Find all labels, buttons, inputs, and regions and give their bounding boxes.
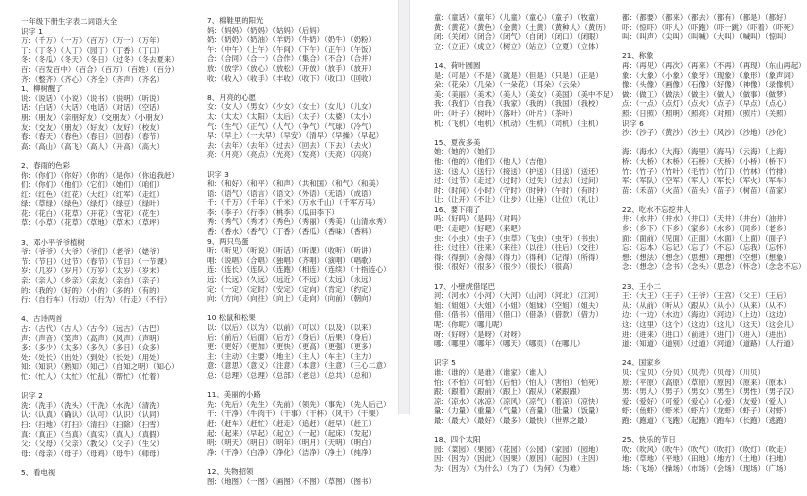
- word-section: [207, 170, 391, 237]
- section-title: 2、春雨的色彩: [21, 160, 71, 170]
- word-list-line: 想:（想法）（想念）（思想）（理想）（空想）（想象）: [622, 252, 791, 262]
- word-list-line: 让:（让开）（不让）（让步）（让座）（让位）（礼让）: [434, 195, 603, 205]
- word-list-line: 童:（童话）（童年）（儿童）（童心）（童子）（牧童）: [434, 13, 603, 22]
- word-section: [21, 468, 179, 478]
- section-title: 14、荷叶圆圆: [434, 60, 481, 70]
- word-list-line: 说:（说话）（小说）（说书）（说明）（听说）: [21, 93, 164, 103]
- word-list-line: 向:（方向）（向往）（向上）（走向）（向前）（朝向）: [207, 294, 376, 304]
- word-list-line: 奶:（奶奶）（奶油）（羊奶）（牛奶）（奶牛）（奶粉）: [207, 35, 376, 45]
- word-list-line: 午:（中午）（上午）（午间）（下午）（正午）（午饭）: [207, 44, 376, 54]
- word-list-line: 女:（女人）（男女）（少女）（女士）（女儿）（儿女）: [207, 102, 376, 112]
- word-list-line: 姐:（姐姐）（大姐）（小姐）（姐妹）（空姐）（姐夫）: [434, 300, 603, 310]
- word-section: [21, 161, 179, 228]
- word-section: [434, 435, 618, 473]
- word-list-line: 照:（日照）（照明）（照亮）（对照）（照片）（关照）: [622, 108, 791, 118]
- section-title: 9、两只鸟蛋: [207, 236, 249, 246]
- word-list-line: 量:（力量）（重量）（气量）（音量）（肚量）（饭量）: [434, 406, 603, 416]
- word-list-line: 呢:（你呢）（哪儿呢）: [434, 320, 507, 329]
- text-column-2: [207, 16, 391, 496]
- word-list-line: 虫:（小虫）（虫子）（虫草）（飞虫）（虫牙）（书虫）: [434, 233, 603, 243]
- word-list-line: 做:（做工）（做法）（做主）（做人）（做事）（做梦）: [622, 89, 791, 99]
- word-list-line: 她:（她的）（她们）: [434, 147, 500, 157]
- section-title: 1、柳树醒了: [21, 84, 63, 94]
- word-list-line: 美:（美丽）（美术）（美人）（美女）（美国）（美中不足）: [434, 89, 618, 99]
- word-section: [622, 13, 806, 42]
- word-list-line: 声:（声音）（笑声）（高声）（风声）（声明）: [21, 333, 164, 343]
- word-list-line: 处:（处长）（出处）（到处）（长处）（用处）: [21, 352, 164, 362]
- section-title: 5、看电视: [21, 467, 56, 477]
- word-list-line: 沙:（沙子）（黄沙）（沙土）（风沙）（沙地）（沙化）: [622, 128, 791, 138]
- word-section: [207, 313, 391, 380]
- word-list-line: 话:（白话）（大话）（电话）（对话）（空话）: [21, 103, 164, 113]
- word-list-line: 多:（多少）（太多）（多久）（多日）（众多）: [21, 343, 164, 353]
- word-section: [622, 282, 806, 349]
- word-list-line: 赶:（赶车）（赶忙）（赶走）（追赶）（赶早）（赶工）: [207, 418, 376, 428]
- word-section: [21, 84, 179, 151]
- word-section: [622, 51, 806, 118]
- section-title: 22、吃水不忘挖井人: [622, 204, 691, 214]
- word-list-line: 气:（生气）（正气）（人气）（争气）（气球）（冷气）: [207, 121, 376, 131]
- word-list-line: 净:（干净）（白净）（净化）（洁净）（净土）（纯净）: [207, 447, 376, 457]
- word-list-line: 明:（明天）（明日）（明年）（明月）（天明）（明白）: [207, 438, 376, 448]
- word-list-line: 秀:（秀气）（秀才）（秀色）（秀丽）（秀美）（山清水秀）: [207, 217, 391, 227]
- word-list-line: 从:（从前）（听从）（跟从）（从小）（从来）（从不）: [622, 300, 791, 310]
- section-title: 25、快乐的节日: [622, 435, 676, 445]
- word-section: [21, 314, 179, 381]
- word-list-line: 总:（总理）（总理）（总部）（老总）（总共）（总和）: [207, 370, 376, 380]
- word-list-line: 朵:（花朵）（几朵）（一朵花）（耳朵）（云朵）: [434, 80, 585, 90]
- section-title: 3、邓小平爷爷植树: [21, 237, 85, 247]
- word-list-line: 友:（交友）（朋友）（好友）（友好）（校友）: [21, 122, 164, 132]
- text-column-1: [21, 17, 179, 487]
- word-list-line: 机:（飞机）（电机）（机动）（生机）（司机）（主机）: [434, 118, 603, 128]
- word-list-line: 和:（和好）（和平）（和声）（共和国）（和气）（和美）: [207, 179, 384, 189]
- word-section: [434, 61, 618, 128]
- word-list-line: 以:（以后）（以为）（以前）（可以）（以及）（以来）: [207, 323, 376, 332]
- word-list-line: 太:（太太）（太阳）（太后）（太子）（太婆）（太小）: [207, 111, 376, 121]
- word-list-line: 父:（父母）（父亲）（教父）（父子）（生父）: [21, 439, 164, 449]
- word-list-line: 连:（连长）（连队）（连跑）（相连）（连续）（十指连心）: [207, 265, 391, 275]
- word-list-line: 齐:（整齐）（齐心）（齐全）（齐声）（齐名）: [21, 74, 164, 84]
- word-list-line: 春:（春天）（春色）（春日）（回春）（春节）: [21, 132, 164, 142]
- word-list-line: 闭:（关闭）（闭合）（闭气）（自闭）（闭口）（闭眼）: [434, 32, 603, 42]
- word-list-line: 李:（李子）（行李）（桃李）（瓜田李下）: [207, 207, 339, 217]
- section-title: 识字 2: [21, 391, 43, 401]
- word-list-line: 点:（一点）（点灯）（点火）（点子）（早点）（点心）: [622, 99, 791, 109]
- word-list-line: 亮:（月亮）（亮点）（光亮）（发亮）（天亮）（闪亮）: [207, 150, 376, 160]
- section-title: 识字 3: [207, 169, 229, 179]
- word-list-line: 送:（送人）（送行）（接送）（护送）（目送）（送还）: [434, 166, 603, 176]
- section-title: 10 松鼠和松果: [207, 313, 256, 323]
- word-list-line: 叫:（叫声）（尖叫）（叫喊）（大叫）（喊叫）（惊叫）: [622, 32, 791, 42]
- word-list-line: 朋:（朋友）（亲朋好友）（交朋友）（小朋友）: [21, 112, 168, 122]
- section-title: 12、失物招领: [207, 466, 254, 476]
- word-list-line: 后:（前后）（后面）（后方）（身后）（后果）（身后）: [207, 332, 376, 342]
- text-column-3: [434, 13, 618, 483]
- word-list-line: 合:（合同）（合一）（合作）（集合）（不合）（合并）: [207, 54, 376, 64]
- document-page-right: [410, 0, 807, 473]
- word-list-line: 亲:（亲人）（乡亲）（亲友）（亲自）（亲子）: [21, 276, 164, 286]
- word-list-line: 都:（都要）（都来）（都去）（都有）（都是）（都好）: [622, 13, 791, 22]
- word-list-line: 香:（香水）（香气）（丁香）（香瓜）（香味）（香料）: [207, 227, 376, 237]
- document-title: 一年级下册生字表二词语大全: [21, 17, 118, 26]
- word-list-line: 象:（大象）（小象）（象牙）（现象）（象形）（象声词）: [622, 70, 799, 80]
- word-list-line: 定:（一定）（定时）（安定）（定向）（肯定）（约定）: [207, 284, 376, 294]
- word-list-line: 更:（更好）（更加）（更快）（更高）（更强）（更多）: [207, 342, 376, 352]
- word-list-line: 男:（男人）（男子）（男女）（男生）（男性）（男子汉）: [622, 387, 799, 397]
- word-list-line: 怕:（不怕）（可怕）（后怕）（怕人）（害怕）（怕死）: [434, 377, 603, 387]
- word-list-line: 哪:（哪里）（哪年）（哪天）（哪页）（在哪儿）: [434, 339, 585, 349]
- word-section: [207, 390, 391, 457]
- word-list-line: 先:（先后）（先生）（先前）（领先）（事先）（先人后己）: [207, 399, 391, 409]
- word-list-line: 虾:（鱼虾）（虾米）（虾片）（龙虾）（虾子）（对虾）: [622, 406, 791, 416]
- word-list-line: 跟:（跟着）（跟前）（跟上）（跟从）（紧跟跟）: [434, 387, 585, 397]
- word-list-line: 军:（军队）（空军）（军人）（军长）（军火）（军车）: [622, 176, 791, 186]
- word-list-line: 早:（早上）（一大早）（早安）（清早）（早操）（早起）: [207, 131, 384, 141]
- word-list-line: 节:（节日）（过节）（春节）（节目）（一节课）: [21, 256, 172, 266]
- section-title: 11、美丽的小路: [207, 390, 261, 400]
- word-list-line: 语:（语气）（语言）（语文）（外语）（无语）（成语）: [207, 188, 376, 198]
- word-list-line: 道:（知道）（道别）（过道）（河道）（道路）（人行道）: [622, 339, 799, 349]
- word-list-line: 去:（去年）（去年）（过去）（回去）（下去）（去火）: [207, 140, 376, 150]
- word-list-line: 像:（头像）（画像）（石像）（好像）（神像）（录像机）: [622, 80, 799, 90]
- word-list-line: 岁:（几岁）（岁月）（万岁）（太岁）（岁末）: [21, 266, 164, 276]
- word-list-line: 河:（河水）（小河）（大河）（山河）（河北）（江河）: [434, 291, 603, 301]
- word-list-line: 知:（知识）（熟知）（知己）（自知之明）（知心）: [21, 362, 179, 372]
- word-list-line: 主:（主动）（主要）（地主）（主人）（车主）（主力）: [207, 351, 376, 361]
- word-list-line: 井:（水井）（井水）（井口）（天井）（井台）（油井）: [622, 214, 791, 224]
- word-list-line: 桥:（大桥）（木桥）（石桥）（天桥）（小桥）（桥下）: [622, 156, 791, 166]
- word-list-line: 们:（你们）（他们）（它们）（她们）（咱们）: [21, 180, 164, 190]
- word-list-line: 母:（母亲）（母子）（母鸡）（母牛）（师母）: [21, 448, 164, 458]
- word-section: [622, 205, 806, 272]
- word-section: [207, 467, 391, 486]
- word-list-line: 王:（大王）（王子）（王爷）（王宫）（父王）（王后）: [622, 291, 791, 301]
- word-list-line: 园:（菜园）（果园）（花园）（公园）（家园）（园地）: [434, 444, 603, 454]
- word-list-line: 叶:（叶子）（树叶）（落叶）（叶片）（茶叶）: [434, 108, 577, 118]
- word-list-line: 因:（因为）（因此）（因果）（原因）（起因）（主因）: [434, 454, 603, 464]
- text-column-4: [622, 13, 806, 483]
- word-list-line: 吧:（走吧）（好吧）（来吧）: [434, 224, 526, 234]
- word-list-line: 进:（进来）（进口）（前进）（进门）（进入）（进出）: [622, 329, 791, 339]
- word-section: [434, 282, 618, 349]
- word-list-line: 地:（草地）（平地）（田地）（地方）（土地）（扫地）: [622, 454, 791, 464]
- word-list-line: 唱:（说唱）（合唱）（独唱）（齐唱）（演唱）（唱歌）: [207, 255, 376, 265]
- word-list-line: 收:（收入）（收手）（丰收）（收下）（收口）（回收）: [207, 73, 376, 83]
- word-section: [622, 358, 806, 425]
- word-list-line: 听:（听见）（听说）（听话）（听课）（收听）（听讲）: [207, 246, 376, 256]
- word-list-line: 吹:（吹风）（吹牛）（吹气）（吹打）（吹灯）（吹走）: [622, 444, 791, 454]
- page-gutter: [398, 0, 410, 414]
- word-section: [622, 119, 806, 138]
- word-list-line: 边:（一边）（水边）（海边）（河边）（上边）（这边）: [622, 310, 791, 320]
- document-page-left: [0, 0, 398, 486]
- word-section: [434, 138, 618, 205]
- word-list-line: 贝:（宝贝）（分贝）（贝壳）（贝母）（川贝）: [622, 367, 765, 377]
- word-list-line: 呀:（好呀）（是呀）（对呀）: [434, 329, 526, 339]
- word-list-line: 扫:（扫地）（打扫）（清扫）（扫除）（扫雪）: [21, 419, 164, 429]
- word-list-line: 面:（面前）（见面）（正面）（水面）（上面）（面子）: [622, 233, 791, 243]
- word-list-line: 忘:（忘本）（忘记）（忘了）（不忘）（忘我）（忘怀）: [622, 243, 791, 253]
- section-title: 21、称象: [622, 51, 654, 61]
- word-list-line: 草:（小草）（花草）（草地）（草木）（草坪）: [21, 218, 164, 228]
- word-list-line: 跑:（跑道）（飞跑）（起跑）（跑车）（长跑）（逃跑）: [622, 415, 791, 425]
- section-title: 23、王小二: [622, 281, 661, 291]
- word-list-line: 远:（长远）（久远）（远近）（不远）（太远）（永远）: [207, 275, 376, 285]
- word-list-line: 再:（再见）（再次）（再来）（不再）（再现）（东山再起）: [622, 60, 806, 70]
- word-section: [207, 16, 391, 83]
- word-list-line: 黄:（黄花）（黄色）（金黄）（土黄）（黄种人）（黄历）: [434, 22, 611, 32]
- word-list-line: 忙:（忙人）（太忙）（忙乱）（帮忙）（忙着）: [21, 371, 164, 381]
- section-title: 24、国家乡: [622, 358, 661, 368]
- word-section: [207, 93, 391, 160]
- word-list-line: 真:（真正）（当真）（真实）（真人）（真假）: [21, 429, 164, 439]
- word-list-line: 苗:（禾苗）（火苗）（苗头）（苗子）（树苗）（苗家）: [622, 185, 791, 195]
- word-section: [434, 358, 618, 425]
- word-list-line: 冬:（冬瓜）（冬天）（冬日）（过冬）（冬去夏来）: [21, 55, 179, 65]
- word-section: [21, 27, 179, 85]
- section-title: 18、四个太阳: [434, 435, 481, 445]
- word-list-line: 过:（过节）（走过）（过时）（过失）（过去）（过问）: [434, 176, 603, 186]
- word-list-line: 最:（最大）（最好）（最多）（最快）（世界之最）: [434, 415, 592, 425]
- section-title: 15、夏夜多美: [434, 137, 481, 147]
- word-list-line: 往:（过往）（往来）（来往）（以往）（往后）（交往）: [434, 243, 603, 253]
- word-list-line: 为:（因为）（为什么）（为了）（为何）（为难）: [434, 463, 585, 473]
- word-list-line: 很:（很好）（很多）（很少）（很长）（很高）: [434, 262, 577, 272]
- word-list-line: 我:（我们）（自我）（我家）（我的）（我国）（我校）: [434, 99, 603, 109]
- word-list-line: 放:（放学）（放心）（放松）（开放）（放手）（放开）: [207, 63, 376, 73]
- word-list-line: 妈:（妈妈）（奶妈）（姑妈）（后妈）: [207, 25, 325, 35]
- word-list-line: 爱:（爱好）（可爱）（爱心）（心爱）（友爱）（爱人）: [622, 396, 791, 406]
- word-list-line: 借:（借书）（借用）（借口）（借条）（借款）（借力）: [434, 310, 603, 320]
- word-list-line: 谁:（谁的）（是谁）（谁家）（谁人）: [434, 367, 552, 377]
- word-list-line: 花:（花白）（花草）（开花）（雪花）（花生）: [21, 208, 164, 218]
- word-section: [434, 205, 618, 272]
- section-title: 8、月亮的心愿: [207, 92, 257, 102]
- word-section: [21, 391, 179, 458]
- word-list-line: 起:（起来）（早起）（起立）（一起）（起床）（发起）: [207, 428, 376, 438]
- word-list-line: 万:（千万）（一万）（百万）（万一）（万年）: [21, 36, 164, 46]
- word-list-line: 行:（自行车）（行动）（行为）（行走）（不行）: [21, 295, 172, 305]
- word-list-line: 这:（这里）（这个）（这边）（这儿）（这天）（这会儿）: [622, 320, 799, 329]
- word-list-line: 丁:（丁冬）（人丁）（园丁）（丁香）（丁口）: [21, 45, 164, 55]
- word-list-line: 爷:（爷爷）（大爷）（爷们）（老爷）（姥爷）: [21, 247, 164, 257]
- section-title: 7、棉鞋里的阳光: [207, 16, 264, 25]
- word-list-line: 竹:（竹子）（竹叶）（毛竹）（竹门）（竹林）（竹排）: [622, 166, 791, 176]
- word-list-line: 乡:（乡下）（下乡）（家乡）（水乡）（同乡）（老乡）: [622, 224, 791, 234]
- word-list-line: 得:（得到）（舍得）（得力）（得利）（记得）（所得）: [434, 252, 603, 262]
- word-section: [622, 435, 806, 473]
- word-list-line: 你:（你们）（你好）（你的）（是你）（你追我赶）: [21, 170, 179, 180]
- word-list-line: 吓:（惊吓）（吓人）（吓跑）（吓一跳）（吓着）（吓死）: [622, 22, 799, 32]
- section-title: 16、要下雨了: [434, 204, 481, 214]
- word-list-line: 吗:（好吗）（是吗）（对吗）: [434, 214, 526, 224]
- word-list-line: 场:（飞场）（操场）（市场）（会场）（现场）（广场）: [622, 463, 791, 473]
- word-list-line: 百:（百发百中）（百合）（百万）（百姓）（百分）: [21, 64, 179, 74]
- word-list-line: 时:（时间）（小时）（守时）（时钟）（午时）（有时）: [434, 185, 603, 195]
- word-list-line: 红:（红色）（红花）（大红）（红军）（走红）: [21, 189, 164, 199]
- section-title: 4、古诗两首: [21, 314, 63, 324]
- word-section: [434, 13, 618, 51]
- word-list-line: 干:（干净）（牛肉干）（干事）（干杯）（风干）（干果）: [207, 409, 384, 419]
- word-list-line: 认:（认真）（确认）（认可）（认识）（认同）: [21, 410, 164, 420]
- word-list-line: 古:（古代）（古人）（古今）（远古）（古巴）: [21, 324, 164, 333]
- word-list-line: 是:（可是）（不是）（就是）（但是）（只是）（正是）: [434, 70, 603, 80]
- word-list-line: 洗:（洗手）（洗头）（干洗）（水洗）（清洗）: [21, 400, 164, 410]
- word-list-line: 凉:（凉水）（冰凉）（凉风）（凉气）（着凉）（凉快）: [434, 396, 603, 406]
- word-list-line: 绿:（草绿）（绿色）（绿灯）（绿豆）（绿叶）: [21, 199, 164, 209]
- word-list-line: 原:（平原）（高原）（草原）（原因）（原来）（原本）: [622, 377, 791, 387]
- word-list-line: 意:（意思）（意义）（注意）（本意）（主意）（三心二意）: [207, 361, 391, 371]
- word-list-line: 念:（想念）（念书）（念头）（思念）（怀念）（念念不忘）: [622, 262, 806, 272]
- section-title: 17、小壁虎借尾巴: [434, 281, 496, 291]
- word-list-line: 他:（他的）（他们）（他人）（吉他）: [434, 156, 552, 166]
- word-list-line: 高:（高山）（高飞）（高人）（升高）（高大）: [21, 141, 164, 151]
- word-section: [21, 238, 179, 305]
- word-list-line: 立:（立正）（成立）（树立）（站立）（立夏）（立体）: [434, 41, 603, 51]
- section-title: 识字 1: [21, 26, 43, 36]
- word-list-line: 的:（我的）（好的）（小的）（多的）（有的）: [21, 285, 164, 295]
- word-list-line: 图:（地图）（一图）（画图）（不图）（草图）（图书）: [207, 476, 376, 486]
- word-list-line: 千:（千万）（千年）（千米）（万水千山）（千军万马）: [207, 198, 380, 208]
- section-title: 识字 5: [434, 358, 456, 368]
- word-list-line: 海:（海水）（大海）（海里）（海马）（云海）（上海）: [622, 147, 791, 157]
- word-section: [207, 237, 391, 304]
- section-title: 识字 6: [622, 118, 644, 128]
- word-section: [622, 147, 806, 195]
